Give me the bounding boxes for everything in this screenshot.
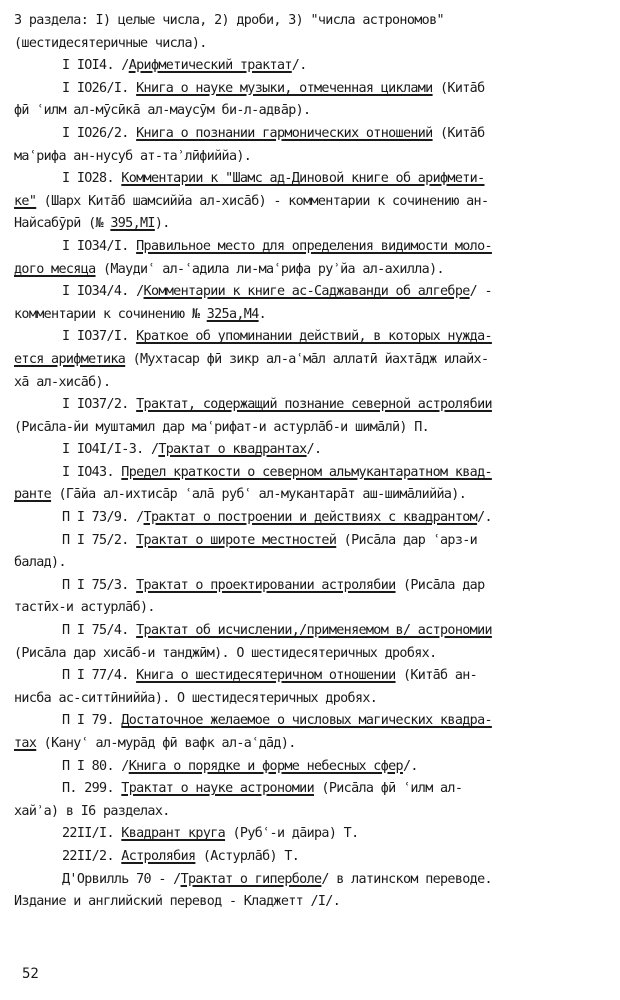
underlined-title: Трактат о широте местностей	[136, 532, 337, 548]
text-segment: (Кита̄б ан-	[395, 668, 478, 684]
text-segment: I IO37/2.	[62, 397, 137, 413]
text-line	[14, 349, 608, 372]
text-line	[14, 281, 608, 304]
underlined-title: Трактат о гиперболе	[180, 871, 322, 887]
text-segment: 22II/I.	[62, 826, 122, 842]
text-segment: /.	[291, 58, 307, 74]
text-segment: комментарии к сочинению №	[14, 306, 207, 322]
text-line	[14, 191, 608, 214]
underlined-title: Трактат, содержащий познание северной астролябии	[136, 397, 492, 413]
text-segment: хайʾа) в I6 разделах.	[14, 803, 170, 819]
text-segment: I IO28.	[62, 171, 122, 187]
text-line	[14, 304, 608, 327]
underlined-title: Книга о порядке и форме небесных сфер	[128, 758, 403, 774]
text-line	[14, 462, 608, 485]
text-line	[14, 439, 608, 462]
text-segment: (Шарх Кита̄б шамсиййа ал-хиса̄б) - комментарии к сочинению ан-	[36, 193, 489, 209]
underlined-title: Книга о науке музыки, отмеченная циклами	[136, 80, 433, 96]
text-segment: / в латинском переводе.	[321, 871, 492, 887]
text-segment: I IO34/4. /	[62, 284, 144, 300]
text-segment: I IO4I/I-3. /	[62, 442, 159, 458]
text-line	[14, 394, 608, 417]
document-text	[14, 10, 608, 914]
page-number: 52	[22, 966, 39, 982]
underlined-title: ке"	[14, 193, 37, 209]
underlined-title: Предел краткости о северном альмукантаратном квад-	[121, 464, 492, 480]
text-segment: (Га̄йа ал-ихтиса̄р ʿала̄ рубʿ ал-мукантара̄т аш-шима̄лиййа).	[51, 487, 467, 503]
text-segment: (Риса̄ла дар хиса̄б-и танджӣм). О шестидесятеричных дробях.	[14, 645, 437, 661]
text-segment: П I 75/4.	[62, 623, 137, 639]
text-line	[14, 372, 608, 395]
text-segment: (Астурла̄б) Т.	[195, 848, 300, 864]
text-line	[14, 168, 608, 191]
text-line	[14, 891, 608, 914]
underlined-title: Краткое об упоминании действий, в которых нужда-	[136, 329, 492, 345]
underlined-title: Комментарии к "Шамс ад-Диновой книге об арифмети-	[121, 171, 485, 187]
text-segment: (Кита̄б	[432, 125, 485, 141]
text-line	[14, 10, 608, 33]
text-segment: Найсабӯрӣ (№	[14, 216, 111, 232]
text-line	[14, 665, 608, 688]
underlined-title: ранте	[14, 487, 52, 503]
text-segment: I IO26/2.	[62, 125, 137, 141]
text-segment: П I 80. /	[62, 758, 129, 774]
text-line	[14, 78, 608, 101]
text-segment: (Риса̄ла-йи муштамил дар маʿрифат-и астурла̄б-и шима̄лӣ) П.	[14, 419, 430, 435]
underlined-title: Комментарии к книге ас-Саджаванди об алгебре	[143, 284, 470, 300]
underlined-title: Трактат о квадрантах	[158, 442, 307, 458]
text-segment: (Риса̄ла дар ʿарз-и	[336, 532, 478, 548]
text-line	[14, 259, 608, 282]
text-segment: I IO34/I.	[62, 238, 137, 254]
underlined-title: Трактат о проектировании астролябии	[136, 577, 396, 593]
text-line	[14, 33, 608, 56]
text-segment: (Риса̄ла дар	[395, 577, 485, 593]
underlined-title: Правильное место для определения видимости моло-	[136, 238, 492, 254]
text-line	[14, 756, 608, 779]
text-segment: (шестидесятеричные числа).	[14, 35, 207, 51]
text-segment: П I 79.	[62, 713, 122, 729]
text-segment: (Рубʿ-и да̄ира) Т.	[225, 826, 359, 842]
text-line	[14, 710, 608, 733]
underlined-title: Арифметический трактат	[128, 58, 292, 74]
underlined-title: Книга о познании гармонических отношений	[136, 125, 433, 141]
text-line	[14, 236, 608, 259]
text-line	[14, 846, 608, 869]
text-line	[14, 417, 608, 440]
text-segment: I IO43.	[62, 464, 122, 480]
text-line	[14, 484, 608, 507]
text-line	[14, 100, 608, 123]
text-line	[14, 507, 608, 530]
text-segment: /.	[306, 442, 322, 458]
text-segment: П I 75/2.	[62, 532, 137, 548]
text-segment: I IOI4. /	[62, 58, 129, 74]
text-line	[14, 801, 608, 824]
text-line	[14, 530, 608, 553]
underlined-title: 325а,M4	[206, 306, 259, 322]
text-segment: П I 75/3.	[62, 577, 137, 593]
text-segment: (Кануʿ ал-мура̄д фӣ вафк ал-аʿда̄д).	[36, 736, 296, 751]
text-segment: Д'Орвилль 70 - /	[62, 871, 181, 887]
text-line	[14, 688, 608, 711]
text-segment: /.	[402, 758, 418, 774]
underlined-title: Достаточное желаемое о числовых магических квадра-	[121, 713, 492, 729]
text-segment: / -	[469, 284, 492, 300]
text-segment: балад).	[14, 555, 66, 571]
text-line	[14, 575, 608, 598]
text-segment: нисба ас-ситтӣниййа). О шестидесятеричных дробях.	[14, 690, 378, 706]
text-line	[14, 643, 608, 666]
text-line	[14, 823, 608, 846]
text-segment: (Маудиʿ ал-ʿадила ли-маʿрифа руʾйа ал-ахилла).	[95, 261, 444, 277]
text-segment: /.	[477, 510, 492, 526]
underlined-title: 395,MI	[110, 216, 155, 232]
text-line	[14, 733, 608, 756]
text-segment: I IO37/I.	[62, 329, 137, 345]
text-line	[14, 326, 608, 349]
underlined-title: Астролябия	[121, 848, 196, 864]
text-line	[14, 55, 608, 78]
text-line	[14, 869, 608, 892]
text-segment: (Риса̄ла фӣ ʿилм ал-	[314, 781, 463, 797]
text-segment: 3 раздела: I) целые числа, 2) дроби, 3) "числа астрономов"	[14, 13, 444, 28]
text-segment: 22II/2.	[62, 848, 122, 864]
text-segment: маʿрифа ан-нусуб ат-таʾлӣфиййа).	[14, 148, 252, 164]
underlined-title: тах	[14, 736, 37, 751]
text-line	[14, 552, 608, 575]
underlined-title: Трактат о построении и действиях с квадрантом	[143, 510, 478, 526]
text-segment: .	[258, 306, 267, 322]
text-segment: тастӣх-и астурла̄б).	[14, 600, 155, 616]
text-line	[14, 778, 608, 801]
text-segment: Издание и английский перевод - Кладжетт /I/.	[14, 894, 341, 910]
underlined-title: Трактат об исчислении,/применяемом в/ астрономии	[136, 623, 492, 639]
text-segment: ха̄ ал-хиса̄б).	[14, 374, 111, 390]
underlined-title: Трактат о науке астрономии	[121, 781, 315, 797]
underlined-title: Квадрант круга	[121, 826, 226, 842]
underlined-title: ется арифметика	[14, 351, 126, 367]
text-line	[14, 597, 608, 620]
text-line	[14, 123, 608, 146]
text-segment: I IO26/I.	[62, 80, 137, 96]
text-segment: (Кита̄б	[432, 80, 485, 96]
text-segment: ).	[154, 216, 170, 232]
text-segment: (Мухтасар фӣ зикр ал-аʿма̄л аллатӣ йахта̄дж илайх-	[125, 351, 489, 367]
text-line	[14, 213, 608, 236]
text-segment: П I 77/4.	[62, 668, 137, 684]
underlined-title: дого месяца	[14, 261, 96, 277]
text-segment: П I 73/9. /	[62, 510, 144, 526]
text-line	[14, 620, 608, 643]
text-segment: П. 299.	[62, 781, 122, 797]
text-segment: фӣ ʿилм ал-мӯсӣка̄ ал-маусӯм би-л-адва̄р).	[14, 103, 311, 119]
underlined-title: Книга о шестидесятеричном отношении	[136, 668, 396, 684]
text-line	[14, 146, 608, 169]
